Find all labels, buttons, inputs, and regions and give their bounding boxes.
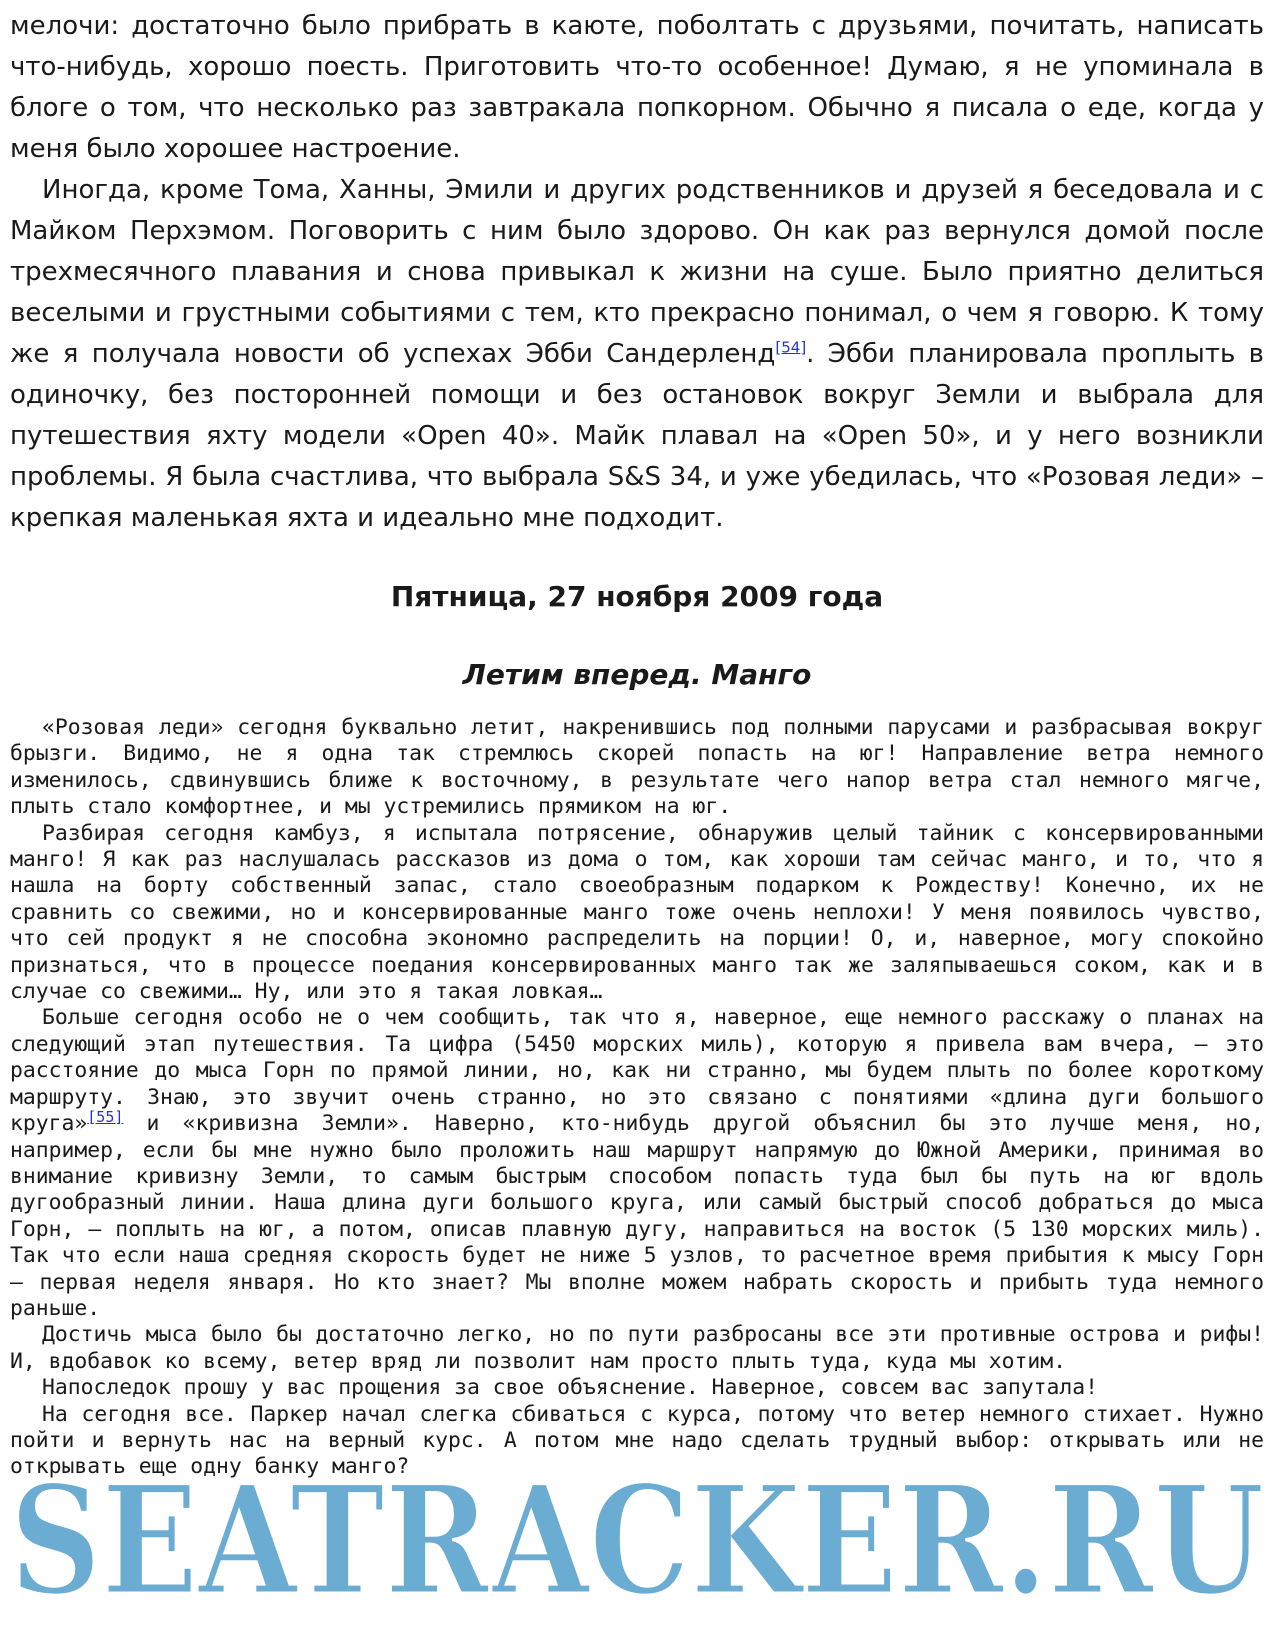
- document-page: [10, 0, 1264, 1481]
- date-heading: Пятница, 27 ноября 2009 года: [390, 580, 884, 613]
- post-paragraph-3: [10, 1005, 1264, 1322]
- intro-paragraph-2-text-cont: . Эбби планировала проплыть в одиночку, без посторонней помощи и без остановок вокруг Земли и выбрала для путешествия яхту модели «Open 40». Майк плавал на «Open 50», и у него возникли проблемы. Я была счастлива, что выбрала S&S 34, и уже убедилась, что «Розовая леди» – крепкая маленькая яхта и идеально мне подходит.: [10, 339, 1264, 533]
- post-paragraph-4: Достичь мыса было бы достаточно легко, но по пути разбросаны все эти противные острова и рифы! И, вдобавок ко всему, ветер вряд ли позволит нам просто плыть туда, куда мы хотим.: [10, 1322, 1264, 1374]
- watermark-text: SEATRACKER.RU: [9, 1453, 1265, 1629]
- intro-paragraph-2: [10, 170, 1264, 539]
- post-paragraph-1: «Розовая леди» сегодня буквально летит, накренившись под полными парусами и разбрасывая вокруг брызги. Видимо, не я одна так стремлюсь скорей попасть на юг! Направление ветра немного изменилось, сдвинувшись ближе к восточному, в результате чего напор ветра стал немного мягче, плыть стало комфортнее, и мы устремились прямиком на юг.: [10, 715, 1264, 820]
- post-paragraph-6: На сегодня все. Паркер начал слегка сбиваться с курса, потому что ветер немного стихает. Нужно пойти и вернуть нас на верный курс. А потом мне надо сделать трудный выбор: открывать или не открывать еще одну банку манго?: [10, 1401, 1264, 1480]
- intro-paragraph-1: мелочи: достаточно было прибрать в каюте, поболтать с друзьями, почитать, написать что-нибудь, хорошо поесть. Приготовить что-то особенное! Думаю, я не упоминала в блоге о том, что несколько раз завтракала попкорном. Обычно я писала о еде, когда у меня было хорошее настроение.: [10, 11, 1264, 164]
- post-paragraph-2: Разбирая сегодня камбуз, я испытала потрясение, обнаружив целый тайник с консервированными манго! Я как раз наслушалась рассказов из дома о том, как хороши там сейчас манго, и то, что я нашла на борту собственный запас, стало своеобразным подарком к Рождеству! Конечно, их не сравнить со свежими, но и консервированные манго тоже очень неплохи! У меня появилось чувство, что сей продукт я не способна экономно распределить на порции! О, и, наверное, могу спокойно признаться, что в процессе поедания консервированных манго так же заляпываешься соком, как и в случае со свежими… Ну, или это я такая ловкая…: [10, 820, 1264, 1005]
- blog-post-body: [10, 715, 1264, 1481]
- footnote-54-link[interactable]: [54]: [775, 338, 807, 357]
- post-paragraph-3-text-cont: и «кривизна Земли». Наверно, кто-нибудь другой объяснил бы это лучше меня, но, например, если бы мне нужно было проложить наш маршрут напрямую до Южной Америки, принимая во внимание кривизну Земли, то самым быстрым способом попасть туда был бы путь на юг вдоль дугообразный линии. Наша длина дуги большого круга, или самый быстрый способ добраться до мыса Горн, – поплыть на юг, а потом, описав плавную дугу, направиться на восток (5 130 морских миль). Так что если наша средняя скорость будет не ниже 5 узлов, то расчетное время прибытия к мысу Горн – первая неделя января. Но кто знает? Мы вполне можем набрать скорость и прибыть туда немного раньше.: [10, 1111, 1264, 1321]
- post-paragraph-3-text: Больше сегодня особо не о чем сообщить, так что я, наверное, еще немного расскажу о планах на следующий этап путешествия. Та цифра (5450 морских миль), которую я привела вам вчера, – это расстояние до мыса Горн по прямой линии, но, как ни странно, мы будем плыть по более короткому маршруту. Знаю, это звучит очень странно, но это связано с понятиями «длина дуги большого круга»: [10, 1005, 1264, 1137]
- footnote-54: [775, 338, 806, 356]
- post-paragraph-5: Напоследок прошу у вас прощения за свое объяснение. Наверное, совсем вас запутала!: [42, 1375, 1099, 1401]
- post-title: Летим вперед. Манго: [462, 658, 812, 691]
- footnote-55-link[interactable]: [55]: [87, 1107, 124, 1126]
- intro-paragraph-2-text: Иногда, кроме Тома, Ханны, Эмили и других родственников и друзей я беседовала и с Майком Перхэмом. Поговорить с ним было здорово. Он как раз вернулся домой после трехмесячного плавания и снова привыкал к жизни на суше. Было приятно делиться веселыми и грустными событиями с тем, кто прекрасно понимал, о чем я говорю. К тому же я получала новости об успехах Эбби Сандерленд: [10, 175, 1264, 369]
- footnote-55: [87, 1108, 123, 1126]
